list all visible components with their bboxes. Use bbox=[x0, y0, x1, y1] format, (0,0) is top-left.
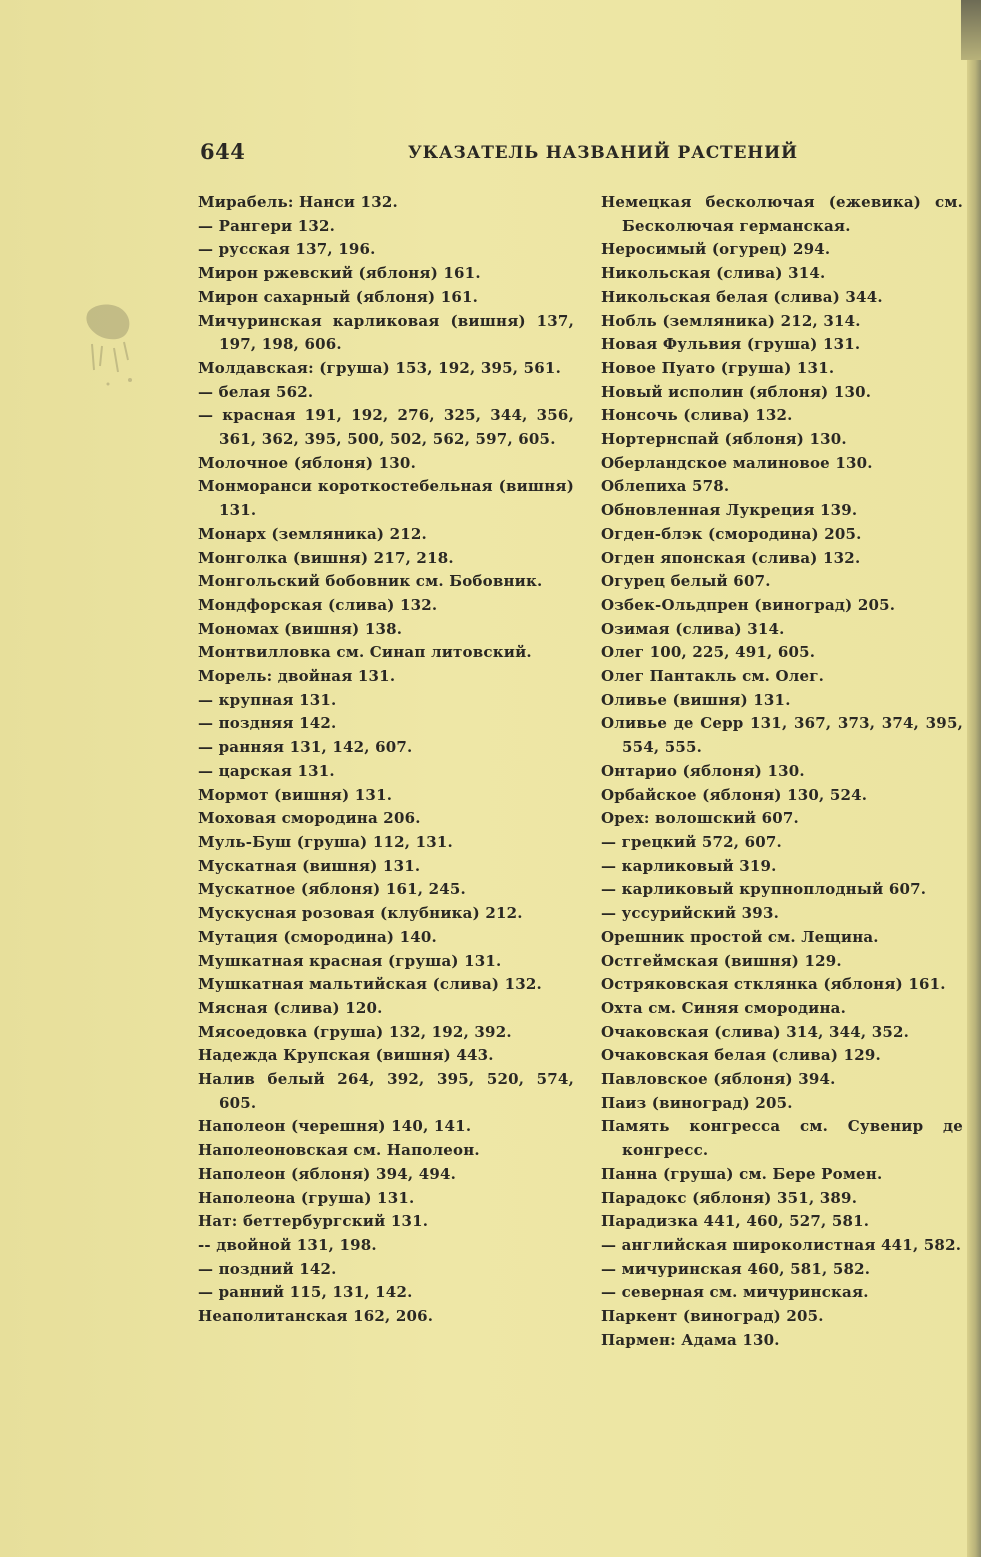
index-entry: Никольская (слива) 314. bbox=[601, 264, 826, 283]
index-entry: Паркент (виноград) 205. bbox=[601, 1307, 824, 1326]
index-entry: Память конгресса см. Сувенир де конгресс. bbox=[601, 1117, 963, 1160]
index-entry: Надежда Крупская (вишня) 443. bbox=[198, 1046, 494, 1065]
index-entry: Мичуринская карликовая (вишня) 137, 197, 198, 606. bbox=[198, 311, 574, 354]
index-entry: — грецкий 572, 607. bbox=[601, 832, 782, 851]
index-entry: Молочное (яблоня) 130. bbox=[198, 453, 416, 472]
index-entry: Остгеймская (вишня) 129. bbox=[601, 951, 842, 970]
index-entry: Огурец белый 607. bbox=[601, 572, 771, 591]
page-number: 644 bbox=[200, 139, 246, 164]
index-entry: Паиз (виноград) 205. bbox=[601, 1093, 793, 1112]
index-entry: Орешник простой см. Лещина. bbox=[601, 927, 879, 946]
index-entry: Морель: двойная 131. bbox=[198, 667, 396, 686]
index-entry: Мутация (смородина) 140. bbox=[198, 927, 437, 946]
index-entry: Наполеон (яблоня) 394, 494. bbox=[198, 1164, 457, 1183]
running-head-title: УКАЗАТЕЛЬ НАЗВАНИЙ РАСТЕНИЙ bbox=[408, 143, 798, 163]
index-entry: Новая Фульвия (груша) 131. bbox=[601, 335, 861, 354]
index-entry: Нонсочь (слива) 132. bbox=[601, 406, 793, 425]
index-entry: Никольская белая (слива) 344. bbox=[601, 287, 883, 306]
index-entry: — английская широколистная 441, 582. bbox=[601, 1235, 962, 1254]
index-entry: Мушкатная красная (груша) 131. bbox=[198, 951, 502, 970]
index-entry: — поздний 142. bbox=[198, 1259, 337, 1278]
index-entry: Мондфорская (слива) 132. bbox=[198, 595, 438, 614]
index-entry: — Рангери 132. bbox=[198, 216, 336, 235]
index-entry: — ранний 115, 131, 142. bbox=[198, 1283, 413, 1302]
index-entry: Мускатная (вишня) 131. bbox=[198, 856, 421, 875]
index-entry: Наполеоновская см. Наполеон. bbox=[198, 1141, 480, 1160]
index-entry: Мушкатная мальтийская (слива) 132. bbox=[198, 975, 542, 994]
index-entry: Очаковская белая (слива) 129. bbox=[601, 1046, 881, 1065]
index-entry: Орех: волошский 607. bbox=[601, 809, 799, 828]
index-entry: Пармен: Адама 130. bbox=[601, 1330, 780, 1349]
index-entry: Немецкая бесколючая (ежевика) см. Бесколючая германская. bbox=[601, 193, 963, 235]
index-entry: Олег Пантакль см. Олег. bbox=[601, 667, 825, 686]
index-column-right bbox=[601, 191, 963, 1352]
index-entry: Молдавская: (груша) 153, 192, 395, 561. bbox=[198, 358, 561, 377]
index-entry: Парадизка 441, 460, 527, 581. bbox=[601, 1212, 870, 1231]
index-entry: Моховая смородина 206. bbox=[198, 809, 421, 828]
index-entry: -- двойной 131, 198. bbox=[198, 1235, 377, 1254]
index-entry: Орбайское (яблоня) 130, 524. bbox=[601, 785, 868, 804]
index-entry: Нат: беттербургский 131. bbox=[198, 1212, 429, 1231]
index-entry: Мономах (вишня) 138. bbox=[198, 619, 403, 638]
index-column-left bbox=[198, 191, 574, 1329]
index-entry: — уссурийский 393. bbox=[601, 904, 780, 923]
index-entry: Панна (груша) см. Бере Ромен. bbox=[601, 1164, 883, 1183]
index-entry: Новое Пуато (груша) 131. bbox=[601, 358, 835, 377]
index-entry: Мирон ржевский (яблоня) 161. bbox=[198, 264, 481, 283]
index-entry: Нобль (земляника) 212, 314. bbox=[601, 311, 861, 330]
index-entry: — карликовый 319. bbox=[601, 856, 777, 875]
index-entry: Монарх (земляника) 212. bbox=[198, 524, 427, 543]
index-entry: Оливье де Серр 131, 367, 373, 374, 395, 554, 555. bbox=[601, 714, 963, 757]
index-entry: — мичуринская 460, 581, 582. bbox=[601, 1259, 871, 1278]
index-entry: Онтарио (яблоня) 130. bbox=[601, 761, 805, 780]
index-entry: — крупная 131. bbox=[198, 690, 337, 709]
index-entry: Озбек-Ольдпрен (виноград) 205. bbox=[601, 595, 896, 614]
index-entry: Огден японская (слива) 132. bbox=[601, 548, 861, 567]
index-entry: Монгольский бобовник см. Бобовник. bbox=[198, 572, 543, 591]
index-entry: Мирон сахарный (яблоня) 161. bbox=[198, 287, 479, 306]
index-entry: Монморанси короткостебельная (вишня) 131. bbox=[198, 477, 574, 520]
index-entry: Наполеон (черешня) 140, 141. bbox=[198, 1117, 472, 1136]
index-entry: — ранняя 131, 142, 607. bbox=[198, 738, 413, 757]
index-entry: Очаковская (слива) 314, 344, 352. bbox=[601, 1022, 910, 1041]
index-entry: Мормот (вишня) 131. bbox=[198, 785, 393, 804]
index-entry: Мирабель: Нанси 132. bbox=[198, 193, 398, 211]
index-entry: — красная 191, 192, 276, 325, 344, 356, 361, 362, 395, 500, 502, 562, 597, 605. bbox=[198, 406, 574, 449]
index-entry: Мускусная розовая (клубника) 212. bbox=[198, 904, 523, 923]
index-entry: Павловское (яблоня) 394. bbox=[601, 1070, 836, 1089]
index-entry: Парадокс (яблоня) 351, 389. bbox=[601, 1188, 858, 1207]
index-entry: Монтвилловка см. Синап литовский. bbox=[198, 643, 532, 662]
index-entry: Неросимый (огурец) 294. bbox=[601, 240, 831, 259]
index-entry: Мясная (слива) 120. bbox=[198, 998, 383, 1017]
index-entry: — белая 562. bbox=[198, 382, 314, 401]
index-entry: Охта см. Синяя смородина. bbox=[601, 998, 846, 1017]
index-entry: Мясоедовка (груша) 132, 192, 392. bbox=[198, 1022, 512, 1041]
index-entry: — карликовый крупноплодный 607. bbox=[601, 880, 927, 899]
index-entry: Оберландское малиновое 130. bbox=[601, 453, 873, 472]
index-entry: Оливье (вишня) 131. bbox=[601, 690, 791, 709]
index-entry: Новый исполин (яблоня) 130. bbox=[601, 382, 872, 401]
page-corner-shadow bbox=[961, 0, 981, 60]
index-entry: Неаполитанская 162, 206. bbox=[198, 1307, 434, 1326]
ink-smudge-mark bbox=[80, 300, 138, 390]
index-entry: Огден-блэк (смородина) 205. bbox=[601, 524, 862, 543]
index-entry: Олег 100, 225, 491, 605. bbox=[601, 643, 816, 662]
index-entry: Озимая (слива) 314. bbox=[601, 619, 785, 638]
index-entry: — поздняя 142. bbox=[198, 714, 337, 733]
page-edge-shadow bbox=[967, 0, 981, 1557]
index-entry: Остряковская стклянка (яблоня) 161. bbox=[601, 975, 946, 994]
index-entry: — северная см. мичуринская. bbox=[601, 1283, 869, 1302]
index-entry: Наполеона (груша) 131. bbox=[198, 1188, 415, 1207]
index-entry: Монголка (вишня) 217, 218. bbox=[198, 548, 454, 567]
index-entry: Налив белый 264, 392, 395, 520, 574, 605. bbox=[198, 1070, 574, 1112]
index-entry: Муль-Буш (груша) 112, 131. bbox=[198, 832, 453, 851]
index-entry: — царская 131. bbox=[198, 761, 335, 780]
index-entry: — русская 137, 196. bbox=[198, 240, 376, 259]
index-entry: Облепиха 578. bbox=[601, 477, 730, 496]
index-entry: Обновленная Лукреция 139. bbox=[601, 501, 858, 520]
index-entry: Нортернспай (яблоня) 130. bbox=[601, 430, 847, 449]
index-entry: Мускатное (яблоня) 161, 245. bbox=[198, 880, 466, 899]
